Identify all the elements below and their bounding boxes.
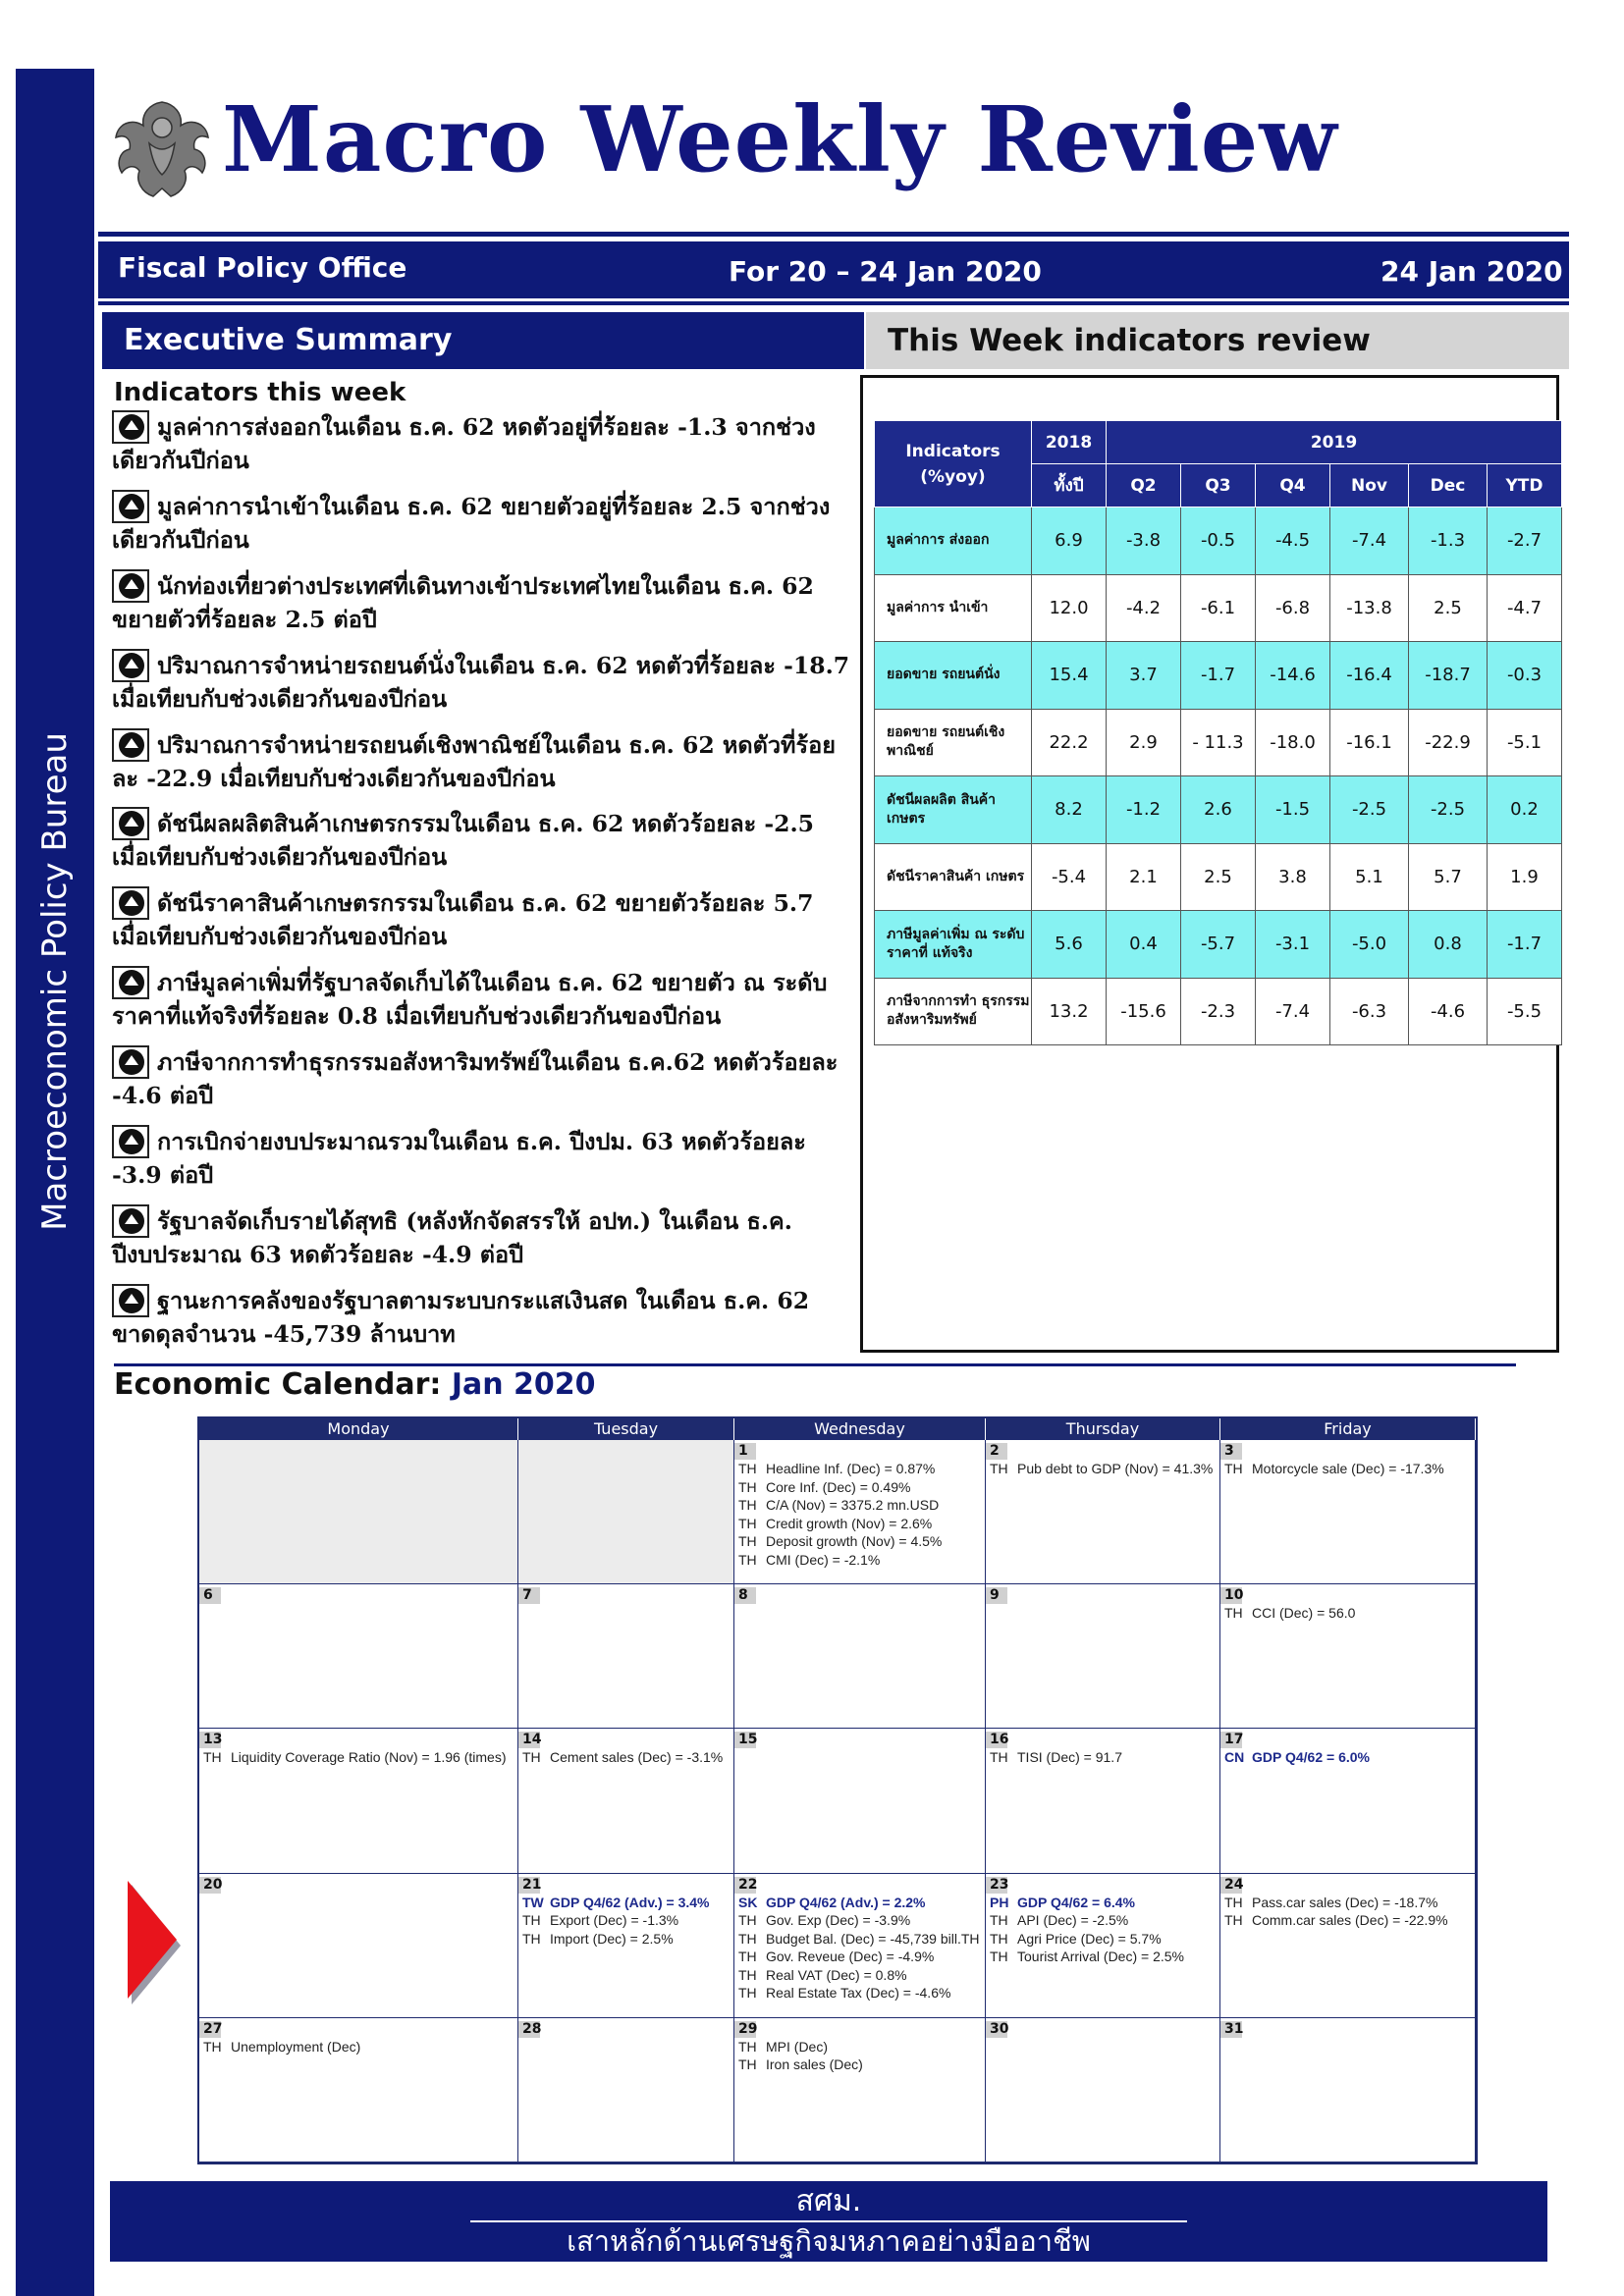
- indicator-value: -18.0: [1256, 709, 1330, 776]
- day-number: 3: [1220, 1443, 1242, 1460]
- calendar-day-cell: [518, 1584, 734, 1729]
- summary-item-text: ปริมาณการจำหน่ายรถยนต์นั่งในเดือน ธ.ค. 62 หดตัวที่ร้อยละ -18.7 เมื่อเทียบกับช่วงเดียวกันของปีก่อน: [112, 651, 850, 713]
- day-number: 8: [734, 1587, 756, 1604]
- summary-item-text: ฐานะการคลังของรัฐบาลตามระบบกระแสเงินสด ในเดือน ธ.ค. 62 ขาดดุลจำนวน -45,739 ล้านบาท: [112, 1286, 810, 1348]
- country-code: TH: [738, 1985, 757, 2002]
- indicator-value: - 11.3: [1181, 709, 1256, 776]
- day-number: 10: [1220, 1587, 1242, 1604]
- executive-summary-heading: Executive Summary: [102, 312, 864, 369]
- side-bar-label: Macroeconomic Policy Bureau: [35, 732, 75, 1231]
- table-row: [875, 507, 1562, 575]
- calendar-event: [1220, 1748, 1475, 1767]
- day-number: 15: [734, 1732, 756, 1748]
- calendar-day-cell: [986, 2018, 1220, 2163]
- event-text: Tourist Arrival (Dec) = 2.5%: [1017, 1949, 1184, 1965]
- calendar-event: [1220, 1894, 1475, 1912]
- event-text: Pub debt to GDP (Nov) = 41.3%: [1017, 1461, 1214, 1476]
- up-arrow-icon: [112, 569, 149, 603]
- indicators-subheading: Indicators this week: [114, 378, 406, 407]
- calendar-day-cell: [199, 2018, 518, 2163]
- up-arrow-icon: [112, 966, 149, 999]
- up-arrow-icon: [112, 1204, 149, 1238]
- org-name: Fiscal Policy Office: [118, 251, 407, 284]
- calendar-event: [518, 1748, 733, 1767]
- page-title: Macro Weekly Review: [222, 86, 1338, 192]
- day-number: 2: [986, 1443, 1007, 1460]
- calendar-event: [734, 1460, 985, 1478]
- event-text: C/A (Nov) = 3375.2 mn.USD: [766, 1497, 940, 1513]
- table-row: [875, 911, 1562, 979]
- day-number: 28: [518, 2021, 540, 2038]
- table-row: [875, 709, 1562, 776]
- indicator-value: 8.2: [1032, 776, 1107, 844]
- calendar-day-cell: [1220, 1729, 1476, 1873]
- event-text: Cement sales (Dec) = -3.1%: [550, 1749, 724, 1766]
- calendar-day-cell: [1220, 1440, 1476, 1584]
- event-text: GDP Q4/62 (Adv.) = 2.2%: [766, 1894, 926, 1910]
- country-code: TH: [1224, 1912, 1243, 1929]
- year-2018-header: 2018: [1032, 421, 1107, 464]
- calendar-event: [986, 1748, 1219, 1767]
- calendar-week: [199, 1440, 1476, 1584]
- indicator-value: -2.5: [1330, 776, 1409, 844]
- summary-item: [112, 886, 850, 966]
- summary-item-text: นักท่องเที่ยวต่างประเทศที่เดินทางเข้าประเทศไทยในเดือน ธ.ค. 62 ขยายตัวที่ร้อยละ 2.5 ต่อปี: [112, 571, 814, 633]
- summary-item: [112, 490, 850, 569]
- indicator-value: -1.5: [1256, 776, 1330, 844]
- indicators-review-heading: This Week indicators review: [866, 312, 1569, 369]
- calendar-header: [199, 1418, 1476, 1440]
- column-header: Dec: [1409, 464, 1488, 507]
- indicator-value: -2.7: [1488, 507, 1562, 575]
- calendar-event: [518, 1894, 733, 1912]
- indicator-value: -1.7: [1488, 911, 1562, 979]
- indicator-value: -15.6: [1107, 978, 1181, 1045]
- up-arrow-icon: [112, 1045, 149, 1079]
- summary-item: [112, 807, 850, 886]
- up-arrow-icon: [112, 886, 149, 920]
- calendar-event: [986, 1948, 1219, 1966]
- day-number: 13: [199, 1732, 221, 1748]
- country-code: TH: [990, 1949, 1008, 1965]
- table-row: [875, 574, 1562, 642]
- calendar-day-cell: [199, 1440, 518, 1584]
- calendar-event: [1220, 1911, 1475, 1930]
- summary-item: [112, 569, 850, 649]
- country-code: TH: [1224, 1605, 1243, 1622]
- table-corner-unit: (%yoy): [920, 466, 986, 487]
- column-header: Q4: [1256, 464, 1330, 507]
- event-text: Import (Dec) = 2.5%: [550, 1930, 674, 1947]
- calendar-event: [986, 1460, 1219, 1478]
- day-number: 7: [518, 1587, 540, 1604]
- calendar-week: [199, 2018, 1476, 2163]
- calendar-day-cell: [1220, 1584, 1476, 1729]
- indicator-value: -16.4: [1330, 642, 1409, 710]
- table-row: [875, 642, 1562, 710]
- indicator-value: 2.1: [1107, 843, 1181, 911]
- footer-abbrev: สศม.: [795, 2184, 862, 2218]
- calendar-event: [734, 1984, 985, 2002]
- indicator-value: -6.1: [1181, 574, 1256, 642]
- header-rule: [98, 301, 1569, 305]
- calendar-day-cell: [986, 1440, 1220, 1584]
- day-number: 21: [518, 1877, 540, 1894]
- calendar-event: [734, 2038, 985, 2056]
- summary-item: [112, 649, 850, 728]
- indicator-name: ยอดขาย รถยนต์เชิง พาณิชย์: [875, 709, 1032, 776]
- event-text: Real VAT (Dec) = 0.8%: [766, 1966, 907, 1983]
- indicator-name: ดัชนีผลผลิต สินค้าเกษตร: [875, 776, 1032, 844]
- country-code: TH: [522, 1930, 541, 1947]
- event-text: GDP Q4/62 = 6.4%: [1017, 1894, 1135, 1910]
- day-number: 24: [1220, 1877, 1242, 1894]
- country-code: TH: [203, 2038, 222, 2055]
- indicator-value: -0.5: [1181, 507, 1256, 575]
- indicator-value: 3.7: [1107, 642, 1181, 710]
- indicator-value: -5.0: [1330, 911, 1409, 979]
- summary-item-text: มูลค่าการส่งออกในเดือน ธ.ค. 62 หดตัวอยู่ที่ร้อยละ -1.3 จากช่วงเดียวกันปีก่อน: [112, 413, 816, 474]
- economic-calendar: [197, 1416, 1478, 2164]
- indicator-name: ภาษีจากการทำ ธุรกรรม อสังหาริมทรัพย์: [875, 978, 1032, 1045]
- summary-item: [112, 410, 850, 490]
- title-rule: [98, 232, 1569, 237]
- country-code: TH: [738, 1930, 757, 1947]
- up-arrow-icon: [112, 728, 149, 762]
- summary-item-text: ดัชนีราคาสินค้าเกษตรกรรมในเดือน ธ.ค. 62 ขยายตัวร้อยละ 5.7 เมื่อเทียบกับช่วงเดียวกันของปีก่อน: [112, 889, 814, 951]
- calendar-day-cell: [1220, 2018, 1476, 2163]
- calendar-event: [518, 1930, 733, 1949]
- indicator-value: 6.9: [1032, 507, 1107, 575]
- calendar-day-cell: [734, 1440, 986, 1584]
- calendar-day-cell: [1220, 1874, 1476, 2018]
- weekday-label: Tuesday: [518, 1418, 734, 1440]
- calendar-event: [199, 2038, 517, 2056]
- indicator-value: 22.2: [1032, 709, 1107, 776]
- country-code: CN: [1224, 1749, 1245, 1766]
- summary-item: [112, 966, 850, 1045]
- up-arrow-icon: [112, 649, 149, 682]
- day-number: 20: [199, 1877, 221, 1894]
- event-text: Core Inf. (Dec) = 0.49%: [766, 1478, 911, 1495]
- calendar-day-cell: [734, 1584, 986, 1729]
- indicator-value: 5.6: [1032, 911, 1107, 979]
- indicator-name: มูลค่าการ นำเข้า: [875, 574, 1032, 642]
- indicator-value: 12.0: [1032, 574, 1107, 642]
- calendar-week: [199, 1584, 1476, 1729]
- calendar-day-cell: [986, 1874, 1220, 2018]
- event-text: Deposit growth (Nov) = 4.5%: [766, 1533, 943, 1549]
- indicator-value: -3.8: [1107, 507, 1181, 575]
- event-text: Liquidity Coverage Ratio (Nov) = 1.96 (times): [231, 1749, 507, 1766]
- event-text: CCI (Dec) = 56.0: [1252, 1605, 1356, 1622]
- garuda-logo-icon: [110, 94, 214, 202]
- country-code: TH: [738, 1533, 757, 1549]
- indicator-value: 0.8: [1409, 911, 1488, 979]
- calendar-title: [114, 1367, 596, 1402]
- event-text: GDP Q4/62 (Adv.) = 3.4%: [550, 1894, 710, 1910]
- column-header: YTD: [1488, 464, 1562, 507]
- indicator-value: -4.6: [1409, 978, 1488, 1045]
- country-code: TH: [738, 1497, 757, 1513]
- indicator-value: -0.3: [1488, 642, 1562, 710]
- calendar-week: [199, 1729, 1476, 1873]
- calendar-month: Jan 2020: [451, 1367, 596, 1402]
- day-number: 6: [199, 1587, 221, 1604]
- summary-item-text: การเบิกจ่ายงบประมาณรวมในเดือน ธ.ค. ปีงปม. 63 หดตัวร้อยละ -3.9 ต่อปี: [112, 1128, 806, 1190]
- calendar-day-cell: [986, 1729, 1220, 1873]
- country-code: TH: [522, 1912, 541, 1929]
- up-arrow-icon: [112, 1125, 149, 1158]
- summary-item-text: ภาษีมูลค่าเพิ่มที่รัฐบาลจัดเก็บได้ในเดือน ธ.ค. 62 ขยายตัว ณ ระดับราคาที่แท้จริงที่ร้อยละ 0.8 เมื่อเทียบกับช่วงเดียวกันของปีก่อน: [112, 969, 828, 1031]
- indicator-value: 5.1: [1330, 843, 1409, 911]
- day-number: 9: [986, 1587, 1007, 1604]
- country-code: TH: [522, 1749, 541, 1766]
- footer-band: [110, 2181, 1547, 2262]
- calendar-week: [199, 1874, 1476, 2018]
- current-week-arrow-icon: [126, 1881, 185, 2004]
- header-band: [98, 241, 1569, 298]
- summary-item-text: ปริมาณการจำหน่ายรถยนต์เชิงพาณิชย์ในเดือน ธ.ค. 62 หดตัวที่ร้อยละ -22.9 เมื่อเทียบกับช่วงเดียวกันของปีก่อน: [112, 730, 837, 792]
- indicator-name: ภาษีมูลค่าเพิ่ม ณ ระดับราคาที่ แท้จริง: [875, 911, 1032, 979]
- indicator-value: -5.7: [1181, 911, 1256, 979]
- column-header: Q3: [1181, 464, 1256, 507]
- table-row: [875, 978, 1562, 1045]
- event-text: Gov. Exp (Dec) = -3.9%: [766, 1912, 911, 1929]
- indicator-value: -6.8: [1256, 574, 1330, 642]
- indicator-value: -4.5: [1256, 507, 1330, 575]
- country-code: TH: [738, 2056, 757, 2073]
- indicator-value: -6.3: [1330, 978, 1409, 1045]
- event-text: MPI (Dec): [766, 2038, 828, 2055]
- summary-item-text: ภาษีจากการทำธุรกรรมอสังหาริมทรัพย์ในเดือน ธ.ค.62 หดตัวร้อยละ -4.6 ต่อปี: [112, 1048, 839, 1110]
- calendar-rule: [114, 1363, 1516, 1366]
- calendar-day-cell: [199, 1874, 518, 2018]
- indicator-value: 2.6: [1181, 776, 1256, 844]
- up-arrow-icon: [112, 490, 149, 523]
- summary-item: [112, 1284, 850, 1363]
- calendar-event: [518, 1911, 733, 1930]
- indicator-value: -18.7: [1409, 642, 1488, 710]
- event-text: Motorcycle sale (Dec) = -17.3%: [1252, 1461, 1444, 1476]
- calendar-event: [734, 1930, 985, 1949]
- country-code: TH: [738, 1912, 757, 1929]
- day-number: 14: [518, 1732, 540, 1748]
- event-text: API (Dec) = -2.5%: [1017, 1912, 1129, 1929]
- country-code: TW: [522, 1894, 544, 1910]
- day-number: 29: [734, 2021, 756, 2038]
- indicator-value: -1.3: [1409, 507, 1488, 575]
- event-text: Pass.car sales (Dec) = -18.7%: [1252, 1894, 1438, 1910]
- indicator-value: -14.6: [1256, 642, 1330, 710]
- calendar-event: [1220, 1604, 1475, 1623]
- calendar-event: [986, 1894, 1219, 1912]
- country-code: TH: [1224, 1894, 1243, 1910]
- summary-item-text: ดัชนีผลผลิตสินค้าเกษตรกรรมในเดือน ธ.ค. 62 หดตัวร้อยละ -2.5 เมื่อเทียบกับช่วงเดียวกันของปีก่อน: [112, 810, 815, 872]
- event-text: GDP Q4/62 = 6.0%: [1252, 1749, 1370, 1766]
- column-header: Q2: [1107, 464, 1181, 507]
- summary-item: [112, 1204, 850, 1284]
- country-code: TH: [990, 1930, 1008, 1947]
- indicator-value: -4.7: [1488, 574, 1562, 642]
- country-code: TH: [990, 1461, 1008, 1476]
- indicator-name: ยอดขาย รถยนต์นั่ง: [875, 642, 1032, 710]
- year-2019-header: 2019: [1107, 421, 1562, 464]
- country-code: TH: [990, 1912, 1008, 1929]
- calendar-event: [734, 1496, 985, 1515]
- calendar-event: [986, 1930, 1219, 1949]
- country-code: PH: [990, 1894, 1009, 1910]
- day-number: 30: [986, 2021, 1007, 2038]
- calendar-day-cell: [518, 1440, 734, 1584]
- country-code: TH: [990, 1749, 1008, 1766]
- column-header: Nov: [1330, 464, 1409, 507]
- calendar-day-cell: [734, 2018, 986, 2163]
- indicator-value: -2.3: [1181, 978, 1256, 1045]
- indicator-value: -1.7: [1181, 642, 1256, 710]
- indicator-value: -5.1: [1488, 709, 1562, 776]
- calendar-event: [1220, 1460, 1475, 1478]
- day-number: 31: [1220, 2021, 1242, 2038]
- summary-item-text: มูลค่าการนำเข้าในเดือน ธ.ค. 62 ขยายตัวอยู่ที่ร้อยละ 2.5 จากช่วงเดียวกันปีก่อน: [112, 492, 831, 554]
- event-text: TISI (Dec) = 91.7: [1017, 1749, 1122, 1766]
- indicator-value: -7.4: [1256, 978, 1330, 1045]
- country-code: TH: [738, 1478, 757, 1495]
- country-code: SK: [738, 1894, 758, 1910]
- indicator-value: 13.2: [1032, 978, 1107, 1045]
- indicator-value: 0.2: [1488, 776, 1562, 844]
- indicator-value: 0.4: [1107, 911, 1181, 979]
- summary-item-text: รัฐบาลจัดเก็บรายได้สุทธิ (หลังหักจัดสรรให้ อปท.) ในเดือน ธ.ค. ปีงบประมาณ 63 หดตัวร้อยละ -4.9 ต่อปี: [112, 1206, 792, 1268]
- event-text: Real Estate Tax (Dec) = -4.6%: [766, 1985, 951, 2002]
- country-code: TH: [203, 1749, 222, 1766]
- footer-slogan: เสาหลักด้านเศรษฐกิจมหภาคอย่างมืออาชีพ: [567, 2224, 1091, 2258]
- event-text: Gov. Reveue (Dec) = -4.9%: [766, 1949, 935, 1965]
- country-code: TH: [738, 1461, 757, 1476]
- calendar-day-cell: [734, 1874, 986, 2018]
- event-text: Comm.car sales (Dec) = -22.9%: [1252, 1912, 1448, 1929]
- calendar-day-cell: [734, 1729, 986, 1873]
- table-row: [875, 776, 1562, 844]
- event-text: Export (Dec) = -1.3%: [550, 1912, 679, 1929]
- indicator-value: 2.9: [1107, 709, 1181, 776]
- country-code: TH: [1224, 1461, 1243, 1476]
- calendar-event: [734, 2056, 985, 2074]
- calendar-event: [734, 1478, 985, 1497]
- country-code: TH: [738, 1551, 757, 1568]
- weekday-label: Monday: [199, 1418, 518, 1440]
- event-text: Credit growth (Nov) = 2.6%: [766, 1515, 933, 1531]
- event-text: Iron sales (Dec): [766, 2056, 863, 2073]
- event-text: Unemployment (Dec): [231, 2038, 361, 2055]
- indicator-value: -3.1: [1256, 911, 1330, 979]
- column-header: ทั้งปี: [1032, 464, 1107, 507]
- up-arrow-icon: [112, 807, 149, 840]
- indicator-value: -16.1: [1330, 709, 1409, 776]
- calendar-day-cell: [518, 2018, 734, 2163]
- calendar-event: [734, 1551, 985, 1570]
- calendar-event: [199, 1748, 517, 1767]
- country-code: TH: [738, 1966, 757, 1983]
- calendar-event: [734, 1966, 985, 1985]
- table-row: [875, 843, 1562, 911]
- summary-item: [112, 1125, 850, 1204]
- up-arrow-icon: [112, 1284, 149, 1317]
- indicator-value: -2.5: [1409, 776, 1488, 844]
- country-code: TH: [738, 2038, 757, 2055]
- indicator-value: -22.9: [1409, 709, 1488, 776]
- summary-item: [112, 728, 850, 808]
- weekday-label: Wednesday: [734, 1418, 986, 1440]
- report-date: 24 Jan 2020: [1380, 255, 1563, 288]
- up-arrow-icon: [112, 410, 149, 444]
- calendar-day-cell: [518, 1729, 734, 1873]
- calendar-event: [734, 1948, 985, 1966]
- report-period: For 20 – 24 Jan 2020: [729, 255, 1042, 288]
- summary-item: [112, 1045, 850, 1125]
- indicator-value: 15.4: [1032, 642, 1107, 710]
- indicator-name: ดัชนีราคาสินค้า เกษตร: [875, 843, 1032, 911]
- summary-list: [112, 410, 850, 1363]
- weekday-label: Friday: [1220, 1418, 1476, 1440]
- calendar-day-cell: [518, 1874, 734, 2018]
- calendar-title-prefix: Economic Calendar:: [114, 1367, 442, 1402]
- calendar-day-cell: [199, 1584, 518, 1729]
- day-number: 1: [734, 1443, 756, 1460]
- event-text: Headline Inf. (Dec) = 0.87%: [766, 1461, 936, 1476]
- event-text: Budget Bal. (Dec) = -45,739 bill.TH: [766, 1930, 980, 1947]
- indicator-value: 5.7: [1409, 843, 1488, 911]
- country-code: TH: [738, 1515, 757, 1531]
- day-number: 17: [1220, 1732, 1242, 1748]
- calendar-day-cell: [199, 1729, 518, 1873]
- country-code: TH: [738, 1949, 757, 1965]
- day-number: 16: [986, 1732, 1007, 1748]
- indicator-name: มูลค่าการ ส่งออก: [875, 507, 1032, 575]
- indicator-value: -5.5: [1488, 978, 1562, 1045]
- indicator-value: -7.4: [1330, 507, 1409, 575]
- indicator-value: -13.8: [1330, 574, 1409, 642]
- calendar-day-cell: [986, 1584, 1220, 1729]
- indicator-value: 1.9: [1488, 843, 1562, 911]
- indicator-value: -1.2: [1107, 776, 1181, 844]
- event-text: CMI (Dec) = -2.1%: [766, 1551, 881, 1568]
- table-corner-label: Indicators: [905, 441, 1001, 461]
- calendar-event: [734, 1911, 985, 1930]
- calendar-event: [734, 1894, 985, 1912]
- day-number: 27: [199, 2021, 221, 2038]
- indicator-value: 2.5: [1409, 574, 1488, 642]
- calendar-event: [734, 1532, 985, 1551]
- table-corner-header: [875, 421, 1032, 507]
- indicator-value: -4.2: [1107, 574, 1181, 642]
- indicators-table: [874, 420, 1562, 1045]
- indicator-value: -5.4: [1032, 843, 1107, 911]
- day-number: 22: [734, 1877, 756, 1894]
- day-number: 23: [986, 1877, 1007, 1894]
- calendar-event: [734, 1515, 985, 1533]
- event-text: Agri Price (Dec) = 5.7%: [1017, 1930, 1162, 1947]
- weekday-label: Thursday: [986, 1418, 1220, 1440]
- indicator-value: 3.8: [1256, 843, 1330, 911]
- indicator-value: 2.5: [1181, 843, 1256, 911]
- calendar-event: [986, 1911, 1219, 1930]
